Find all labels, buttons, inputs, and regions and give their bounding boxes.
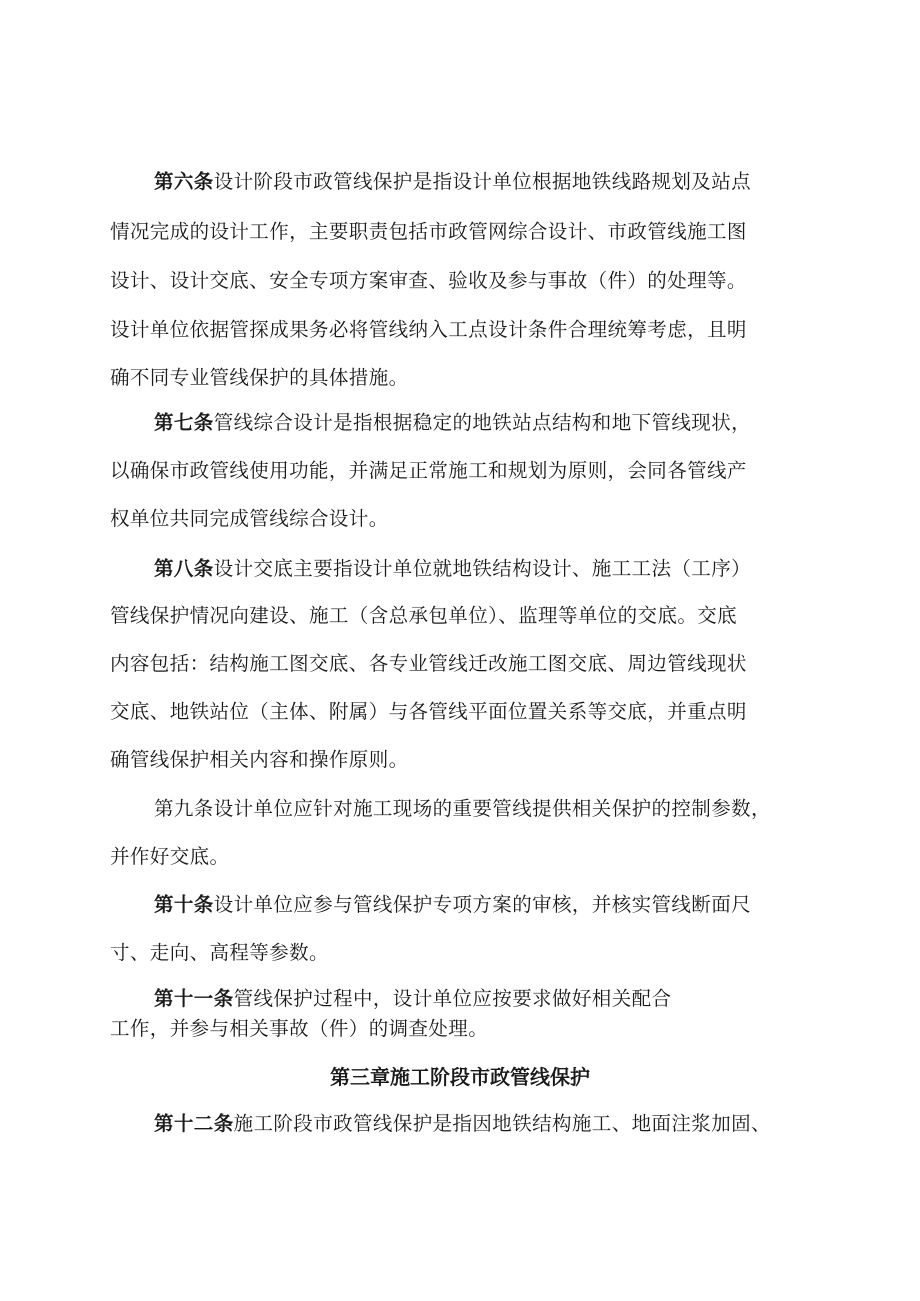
article-label: 第七条 — [154, 411, 214, 434]
article-line: 情况完成的设计工作，主要职责包括市政管网综合设计、市政管线施工图 — [110, 220, 747, 243]
article-line: 第十二条施工阶段市政管线保护是指因地铁结构施工、地面注浆加固、 — [154, 1112, 771, 1135]
article-line: 第八条设计交底主要指设计单位就地铁结构设计、施工工法（工序） — [154, 557, 752, 580]
article-label: 第八条 — [154, 557, 214, 580]
article-line: 工作，并参与相关事故（件）的调查处理。 — [110, 1017, 489, 1040]
article-line: 寸、走向、高程等参数。 — [110, 941, 329, 964]
article-line: 以确保市政管线使用功能，并满足正常施工和规划为原则，会同各管线产 — [110, 459, 747, 482]
article-line: 内容包括：结构施工图交底、各专业管线迁改施工图交底、周边管线现状 — [110, 652, 747, 675]
article-9 — [110, 798, 825, 868]
article-8 — [110, 558, 825, 771]
article-line: 权单位共同完成管线综合设计。 — [110, 507, 389, 530]
article-line: 确不同专业管线保护的具体措施。 — [110, 366, 409, 389]
article-line: 并作好交底。 — [110, 845, 230, 868]
article-label: 第十一条 — [154, 987, 234, 1010]
article-line: 第七条管线综合设计是指根据稳定的地铁站点结构和地下管线现状， — [154, 411, 752, 434]
article-12 — [110, 1113, 825, 1135]
article-line: 第六条设计阶段市政管线保护是指设计单位根据地铁线路规划及站点 — [154, 170, 752, 193]
article-7 — [110, 412, 825, 530]
article-label: 第六条 — [154, 170, 214, 193]
chapter-heading: 第三章施工阶段市政管线保护 — [330, 1065, 590, 1089]
article-line: 第十一条管线保护过程中，设计单位应按要求做好相关配合 — [154, 987, 672, 1010]
article-line: 交底、地铁站位（主体、附属）与各管线平面位置关系等交底，并重点明 — [110, 700, 747, 723]
article-line: 管线保护情况向建设、施工（含总承包单位）、监理等单位的交底。交底 — [110, 604, 738, 627]
article-label: 第十二条 — [154, 1112, 234, 1135]
article-label: 第十条 — [154, 893, 214, 916]
article-line: 第九条设计单位应针对施工现场的重要管线提供相关保护的控制参数， — [154, 797, 771, 820]
article-line: 设计、设计交底、安全专项方案审查、验收及参与事故（件）的处理等。 — [110, 269, 747, 292]
article-10 — [110, 894, 825, 964]
article-6 — [110, 171, 825, 389]
article-line: 确管线保护相关内容和操作原则。 — [110, 748, 409, 771]
article-11 — [110, 988, 825, 1040]
article-line: 第十条设计单位应参与管线保护专项方案的审核，并核实管线断面尺 — [154, 893, 752, 916]
article-line: 设计单位依据管探成果务必将管线纳入工点设计条件合理统筹考虑，且明 — [110, 318, 747, 341]
